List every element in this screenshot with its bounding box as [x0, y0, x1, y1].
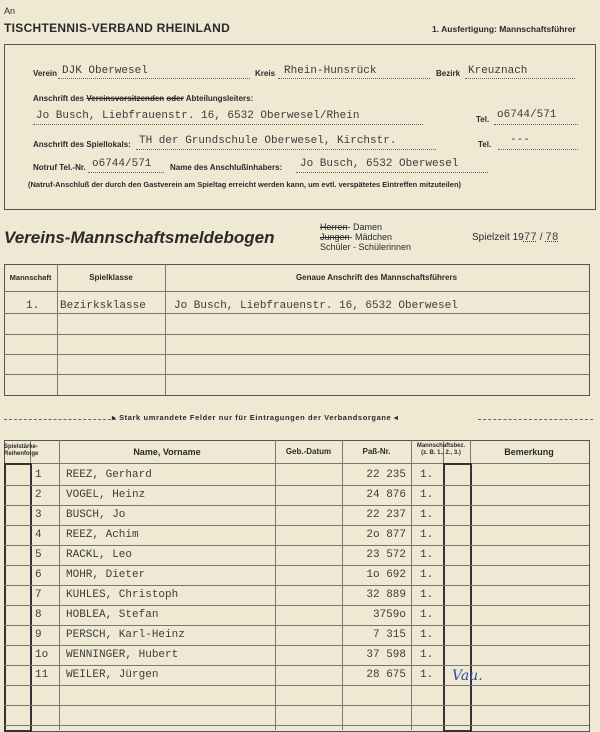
players-header-rank-b: Reihenfolge [4, 451, 39, 457]
category-jungen: Jungen [320, 232, 350, 242]
players-header-team-a: Mannschaftsbez. [416, 443, 466, 449]
bezirk-label: Bezirk [436, 69, 461, 78]
bezirk-value: Kreuznach [468, 65, 528, 77]
team-header-line [4, 291, 589, 292]
notruf-label: Notruf Tel.-Nr. [33, 163, 86, 172]
team-header-address: Genaue Anschrift des Mannschaftsführers [295, 273, 458, 282]
player-name: RACKL, Leo [66, 549, 133, 561]
player-rank: 8 [35, 609, 42, 621]
form-title: Vereins-Mannschaftsmeldebogen [4, 228, 275, 247]
player-rank: 1 [35, 469, 42, 481]
player-rank: 1o [35, 649, 49, 661]
player-pass-number: 7 315 [372, 629, 406, 641]
player-row-line [4, 685, 589, 686]
player-pass-number: 23 572 [366, 549, 406, 561]
official-note-text: Stark umrandete Felder nur für Eintragungen der Verbandsorgane [119, 413, 392, 422]
kreis-label: Kreis [255, 69, 276, 78]
players-header-rank-a: Spielstärke- [4, 444, 39, 450]
players-header-pass: Paß-Nr. [362, 447, 391, 456]
player-rank: 6 [35, 569, 42, 581]
verein-line [58, 78, 250, 79]
player-team: 1. [420, 609, 434, 621]
player-name: PERSCH, Karl-Heinz [66, 629, 185, 641]
player-row-line [4, 645, 589, 646]
anschrift-label-a: Anschrift des [33, 94, 85, 103]
player-team: 1. [420, 549, 434, 561]
player-team: 1. [420, 569, 434, 581]
season-end: 78 [545, 232, 559, 244]
player-rank: 3 [35, 509, 42, 521]
player-row-line [4, 545, 589, 546]
player-team: 1. [420, 509, 434, 521]
player-rank: 5 [35, 549, 42, 561]
tel-value: o6744/571 [497, 109, 557, 121]
players-header-team [411, 443, 471, 457]
player-pass-number: 1o 692 [366, 569, 406, 581]
spiellokal-line [136, 149, 436, 150]
header-an: An [4, 6, 16, 16]
players-header-remark: Bemerkung [504, 447, 554, 457]
category-damen: - Damen [347, 222, 383, 232]
player-name: REEZ, Achim [66, 529, 139, 541]
players-header-birth: Geb.-Datum [285, 447, 332, 456]
note-rule-right [478, 419, 593, 420]
official-column-left [4, 463, 32, 732]
season [472, 232, 558, 244]
player-team: 1. [420, 469, 434, 481]
team-row-line-1 [4, 313, 589, 314]
anschrift-label-struck1: Vereinsvorsitzenden [86, 94, 165, 103]
team-row-team: 1. [26, 300, 40, 312]
inhaber-line [296, 172, 488, 173]
player-row-line [4, 605, 589, 606]
player-pass-number: 32 889 [366, 589, 406, 601]
inhaber-value: Jo Busch, 6532 Oberwesel [300, 158, 459, 170]
tel-label: Tel. [476, 115, 490, 124]
player-row-line [4, 725, 589, 726]
player-team: 1. [420, 589, 434, 601]
category-herren: Herren [320, 222, 348, 232]
player-name: REEZ, Gerhard [66, 469, 152, 481]
spiellokal-value: TH der Grundschule Oberwesel, Kirchstr. [139, 135, 397, 147]
category-options [320, 222, 411, 252]
anschrift-label-struck2: oder [166, 94, 184, 103]
team-row-address: Jo Busch, Liebfrauenstr. 16, 6532 Oberwesel [174, 300, 458, 312]
player-pass-number: 2o 877 [366, 529, 406, 541]
team-col-divider-2 [165, 264, 166, 395]
players-header-line [4, 463, 589, 464]
copy-label: 1. Ausfertigung: Mannschaftsführer [432, 24, 576, 34]
tel2-value: --- [510, 134, 530, 146]
team-header-spielklasse: Spielklasse [89, 273, 133, 282]
player-row-line [4, 585, 589, 586]
player-pass-number: 28 675 [366, 669, 406, 681]
season-separator: / [539, 232, 543, 243]
notruf-value: o6744/571 [92, 158, 152, 170]
anschrift-label [33, 94, 253, 103]
signature-mark: Vau. [452, 668, 483, 684]
team-row-line-4 [4, 374, 589, 375]
player-rank: 4 [35, 529, 42, 541]
player-name: WENNINGER, Hubert [66, 649, 179, 661]
team-header-mannschaft: Mannschaft [9, 273, 52, 282]
anschrift-line [33, 124, 423, 125]
player-pass-number: 22 237 [366, 509, 406, 521]
team-table [4, 264, 590, 396]
player-team: 1. [420, 649, 434, 661]
official-column-right [443, 463, 472, 732]
players-header-name: Name, Vorname [133, 447, 201, 457]
player-row-line [4, 705, 589, 706]
official-note-row [0, 412, 600, 428]
team-row-line-2 [4, 334, 589, 335]
category-schueler: Schüler - Schülerinnen [320, 242, 412, 252]
player-team: 1. [420, 489, 434, 501]
tel-line [494, 124, 578, 125]
player-row-line [4, 525, 589, 526]
season-start: 77 [523, 232, 537, 244]
player-row-line [4, 505, 589, 506]
notruf-note: (Natruf-Anschluß der durch den Gastverein am Spieltag erreicht werden kann, um evtl. verspätetes Eintreffen mitzuteilen) [28, 180, 462, 189]
player-name: VOGEL, Heinz [66, 489, 146, 501]
player-team: 1. [420, 669, 434, 681]
anschrift-value: Jo Busch, Liebfrauenstr. 16, 6532 Oberwesel/Rhein [36, 110, 360, 122]
kreis-line [278, 78, 430, 79]
player-name: MOHR, Dieter [66, 569, 146, 581]
player-pass-number: 3759o [372, 609, 406, 621]
players-header-team-b: (z. B. 1., 2., 3.) [421, 450, 461, 456]
player-rank: 7 [35, 589, 42, 601]
anschrift-label-b: Abteilungsleiters: [185, 94, 254, 103]
kreis-value: Rhein-Hunsrück [284, 65, 377, 77]
category-maedchen: - Mädchen [349, 232, 393, 242]
player-rank: 11 [35, 669, 49, 681]
tel2-label: Tel. [478, 140, 492, 149]
verein-value: DJK Oberwesel [62, 65, 148, 77]
tel2-line [498, 149, 578, 150]
note-rule-left [4, 419, 116, 420]
organization-name: TISCHTENNIS-VERBAND RHEINLAND [4, 21, 231, 35]
inhaber-label: Name des Anschlußinhabers: [170, 163, 283, 172]
official-note: ▸ Stark umrandete Felder nur für Eintragungen der Verbandsorgane ◂ [112, 413, 399, 422]
team-row-klasse: Bezirksklasse [60, 300, 146, 312]
player-row-line [4, 625, 589, 626]
player-name: WEILER, Jürgen [66, 669, 159, 681]
player-name: HOBLEA, Stefan [66, 609, 159, 621]
player-pass-number: 24 876 [366, 489, 406, 501]
player-name: KUHLES, Christoph [66, 589, 179, 601]
player-row-line [4, 665, 589, 666]
player-rank: 2 [35, 489, 42, 501]
player-row-line [4, 565, 589, 566]
player-pass-number: 22 235 [366, 469, 406, 481]
team-row-line-3 [4, 354, 589, 355]
player-pass-number: 37 598 [366, 649, 406, 661]
notruf-line [88, 172, 164, 173]
verein-label: Verein [33, 69, 58, 78]
player-name: BUSCH, Jo [66, 509, 126, 521]
player-rank: 9 [35, 629, 42, 641]
players-header-rank [4, 444, 39, 458]
player-team: 1. [420, 529, 434, 541]
player-row-line [4, 485, 589, 486]
players-table [4, 440, 590, 732]
team-col-divider-1 [57, 264, 58, 395]
player-team: 1. [420, 629, 434, 641]
bezirk-line [465, 78, 575, 79]
season-label: Spielzeit 19 [472, 232, 524, 243]
spiellokal-label: Anschrift des Spiellokals: [33, 140, 131, 149]
